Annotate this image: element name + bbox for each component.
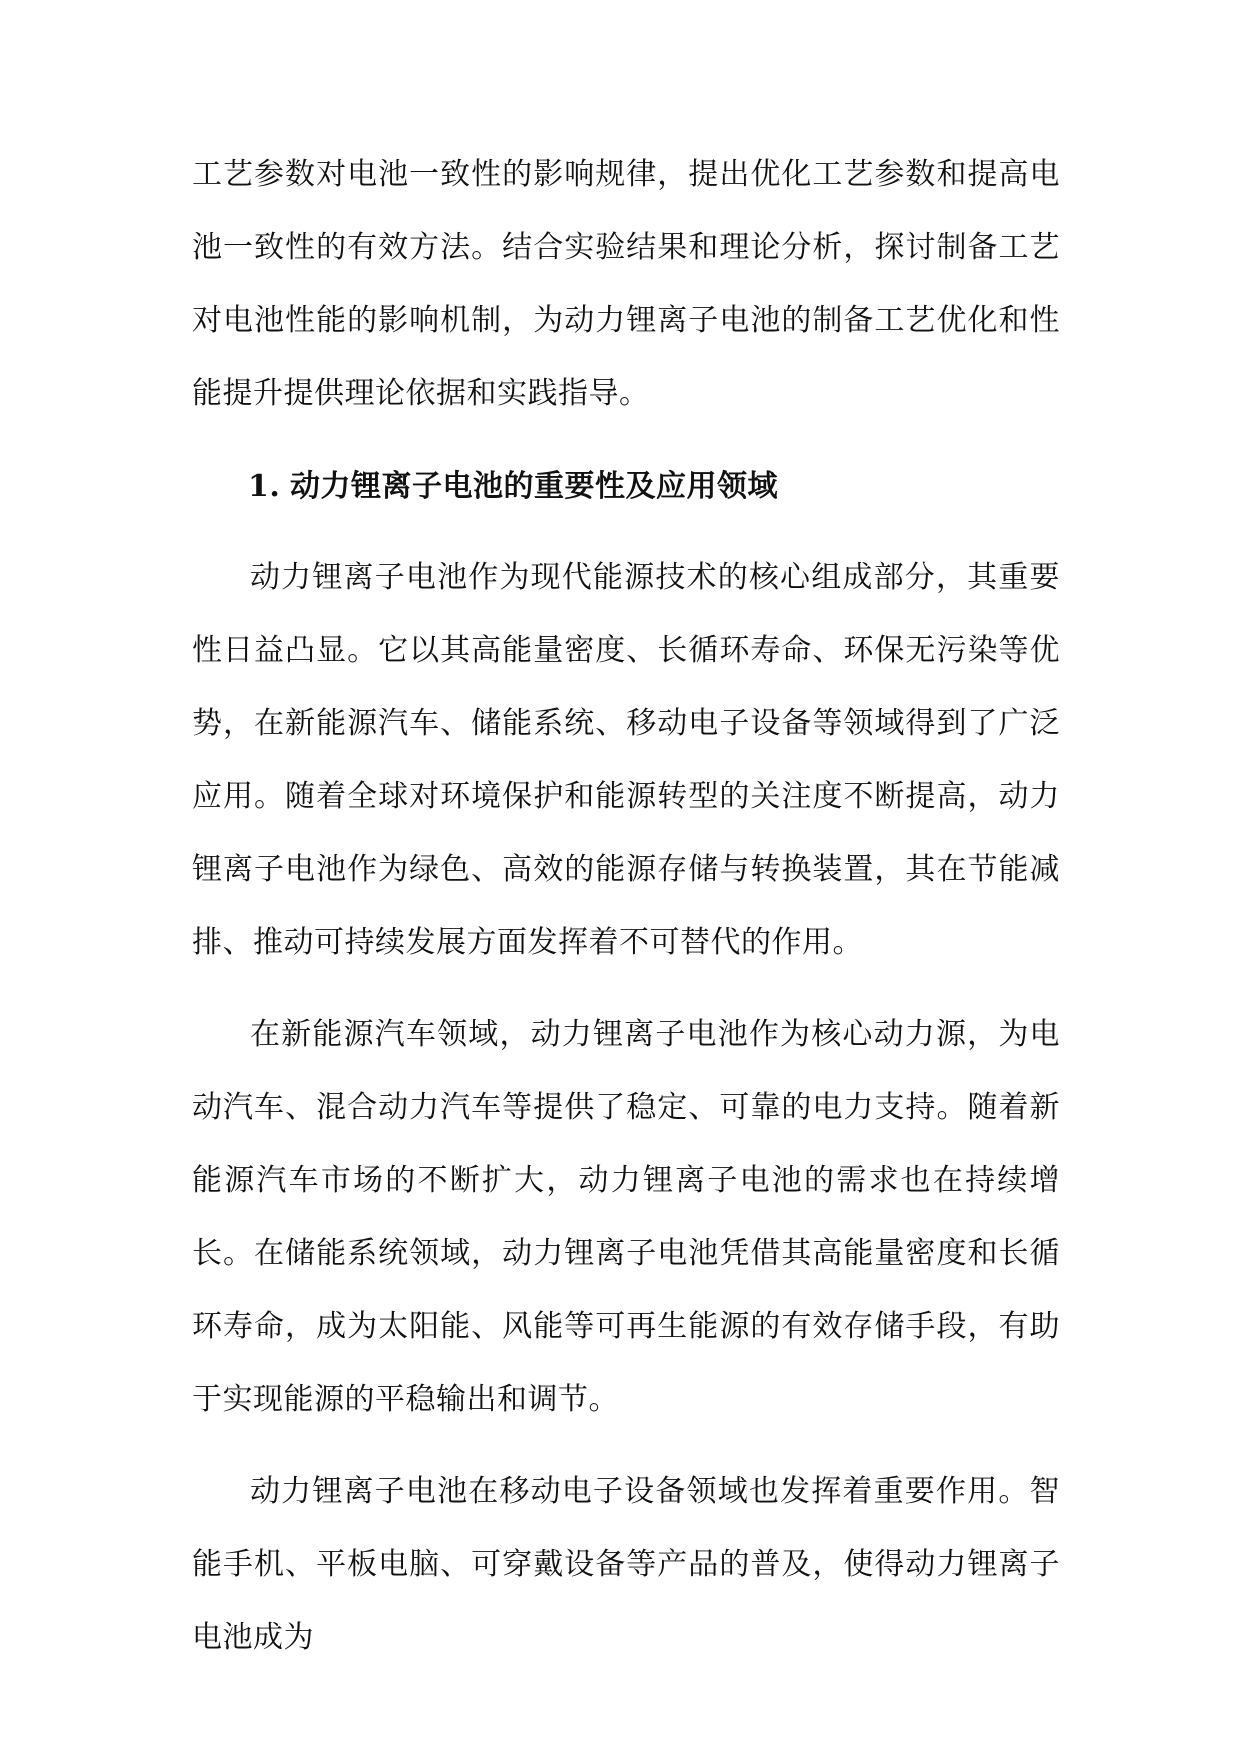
body-text — [192, 138, 1060, 1693]
section-heading — [192, 450, 1060, 523]
paragraph-importance: 动力锂离子电池作为现代能源技术的核心组成部分，其重要性日益凸显。它以其高能量密度、长循环寿命、环保无污染等优势，在新能源汽车、储能系统、移动电子设备等领域得到了广泛应用。随着全球对环境保护和能源转型的关注度不断提高，动力锂离子电池作为绿色、高效的能源存储与转换装置，其在节能减排、推动可持续发展方面发挥着不可替代的作用。 — [192, 560, 1060, 960]
section-title: 动力锂离子电池的重要性及应用领域 — [290, 469, 778, 504]
section-number: 1. — [248, 469, 281, 504]
paragraph-mobile-devices: 动力锂离子电池在移动电子设备领域也发挥着重要作用。智能手机、平板电脑、可穿戴设备等产品的普及，使得动力锂离子电池成为 — [192, 1474, 1060, 1655]
paragraph-ev-storage: 在新能源汽车领域，动力锂离子电池作为核心动力源，为电动汽车、混合动力汽车等提供了稳定、可靠的电力支持。随着新能源汽车市场的不断扩大，动力锂离子电池的需求也在持续增长。在储能系统领域，动力锂离子电池凭借其高能量密度和长循环寿命，成为太阳能、风能等可再生能源的有效存储手段，有助于实现能源的平稳输出和调节。 — [192, 1017, 1060, 1417]
paragraph-continued: 工艺参数对电池一致性的影响规律，提出优化工艺参数和提高电池一致性的有效方法。结合实验结果和理论分析，探讨制备工艺对电池性能的影响机制，为动力锂离子电池的制备工艺优化和性能提升提供理论依据和实践指导。 — [192, 157, 1060, 411]
